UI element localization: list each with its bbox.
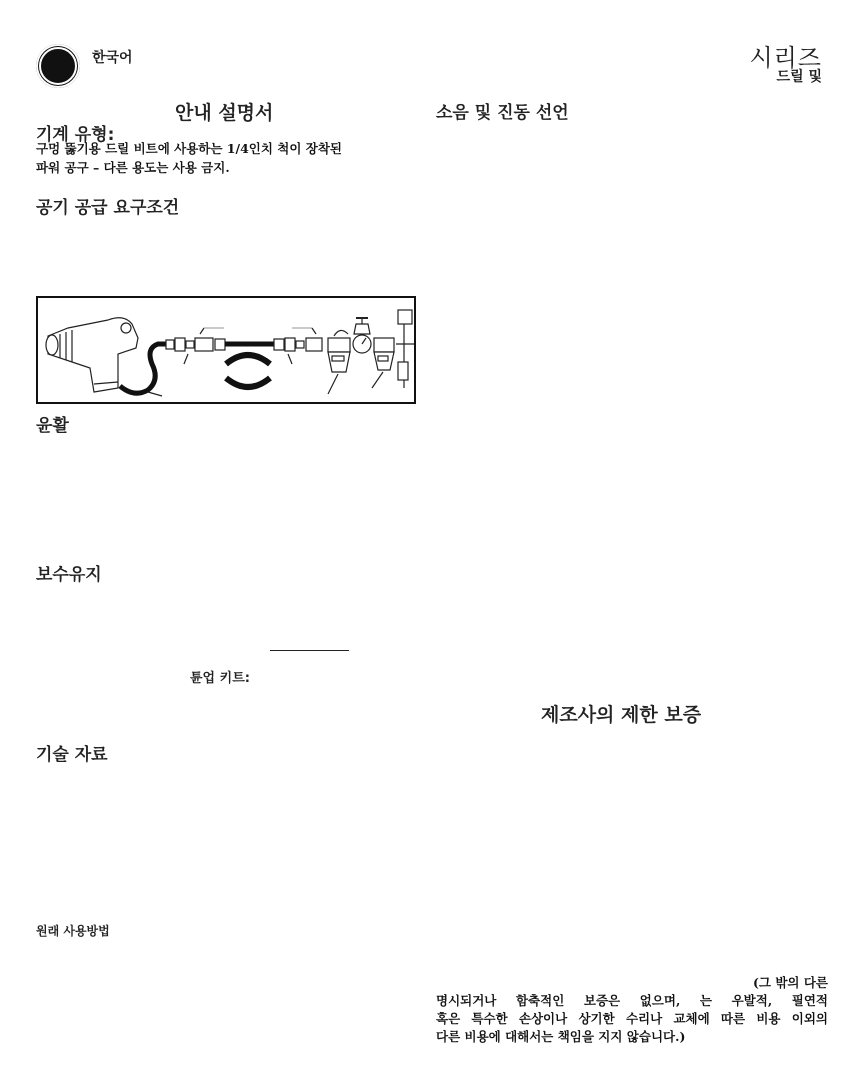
- warranty-line: (그 밖의 다른: [753, 975, 828, 990]
- warranty-disclaimer: [436, 974, 828, 1046]
- machine-type-line: 구멍 뚫기용 드릴 비트에 사용하는 1/4인치 척이 장착된: [36, 141, 342, 156]
- language-label: 한국어: [92, 50, 133, 66]
- manual-title: 안내 설명서: [175, 102, 274, 124]
- air-supply-diagram: [36, 296, 416, 404]
- machine-type-line: 파워 공구 – 다른 용도는 사용 금지.: [36, 160, 230, 175]
- warranty-line: 혹은 특수한 손상이나 상기한 수리나 교체에 따른 비용 이외의: [436, 1011, 828, 1026]
- warranty-line: 명시되거나 함축적인 보증은 없으며, 는 우발적, 필연적: [436, 993, 828, 1008]
- language-badge-icon: [36, 44, 80, 88]
- air-supply-heading: 공기 공급 요구조건: [36, 198, 180, 218]
- technical-data-heading: 기술 자료: [36, 745, 108, 765]
- warranty-line: 다른 비용에 대해서는 책임을 지지 않습니다.): [436, 1029, 686, 1044]
- tuneup-kit-label: 튠업 키트:: [190, 671, 250, 686]
- machine-type-heading: 기계 유형:: [36, 125, 115, 145]
- warranty-heading: 제조사의 제한 보증: [541, 704, 702, 726]
- lubrication-heading: 윤활: [36, 416, 69, 436]
- noise-vibration-heading: 소음 및 진동 선언: [436, 103, 569, 123]
- machine-type-description: [36, 139, 426, 177]
- original-use-label: 원래 사용방법: [36, 924, 110, 938]
- air-line-illustration: [38, 298, 414, 402]
- series-subtitle: 드릴 및: [776, 69, 822, 85]
- maintenance-heading: 보수유지: [36, 565, 102, 585]
- blank-underline: [270, 650, 349, 651]
- series-title: 시리즈: [749, 44, 822, 72]
